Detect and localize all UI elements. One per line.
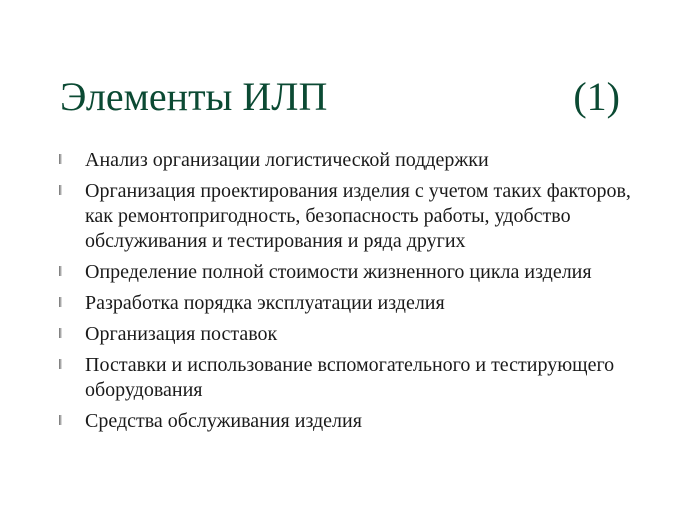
bullet-text: Поставки и использование вспомогательного и тестирующего оборудования — [85, 354, 615, 401]
bullet-marker-icon: ǁ — [58, 326, 63, 342]
bullet-marker-icon: ǁ — [58, 152, 63, 168]
bullet-marker-icon: ǁ — [58, 413, 63, 429]
bullet-item — [58, 179, 648, 254]
bullet-item — [58, 148, 648, 173]
bullet-text: Разработка порядка эксплуатации изделия — [85, 292, 445, 314]
bullet-marker-icon: ǁ — [58, 295, 63, 311]
title-text: Элементы ИЛП — [60, 74, 328, 119]
bullet-list — [58, 148, 648, 440]
bullet-marker-icon: ǁ — [58, 183, 63, 199]
bullet-text: Средства обслуживания изделия — [85, 410, 362, 432]
bullet-text: Организация проектирования изделия с учетом таких факторов, как ремонтопригодность, безопасность работы, удобство обслуживания и тестирования и ряда других — [85, 180, 631, 252]
bullet-item — [58, 409, 648, 434]
bullet-text: Анализ организации логистической поддержки — [85, 149, 489, 171]
bullet-marker-icon: ǁ — [58, 357, 63, 373]
bullet-text: Определение полной стоимости жизненного цикла изделия — [85, 261, 592, 283]
bullet-item — [58, 322, 648, 347]
slide-title — [60, 72, 620, 122]
bullet-item — [58, 291, 648, 316]
bullet-item — [58, 260, 648, 285]
title-number: (1) — [573, 74, 620, 119]
bullet-item — [58, 353, 648, 403]
bullet-text: Организация поставок — [85, 323, 278, 345]
bullet-marker-icon: ǁ — [58, 264, 63, 280]
